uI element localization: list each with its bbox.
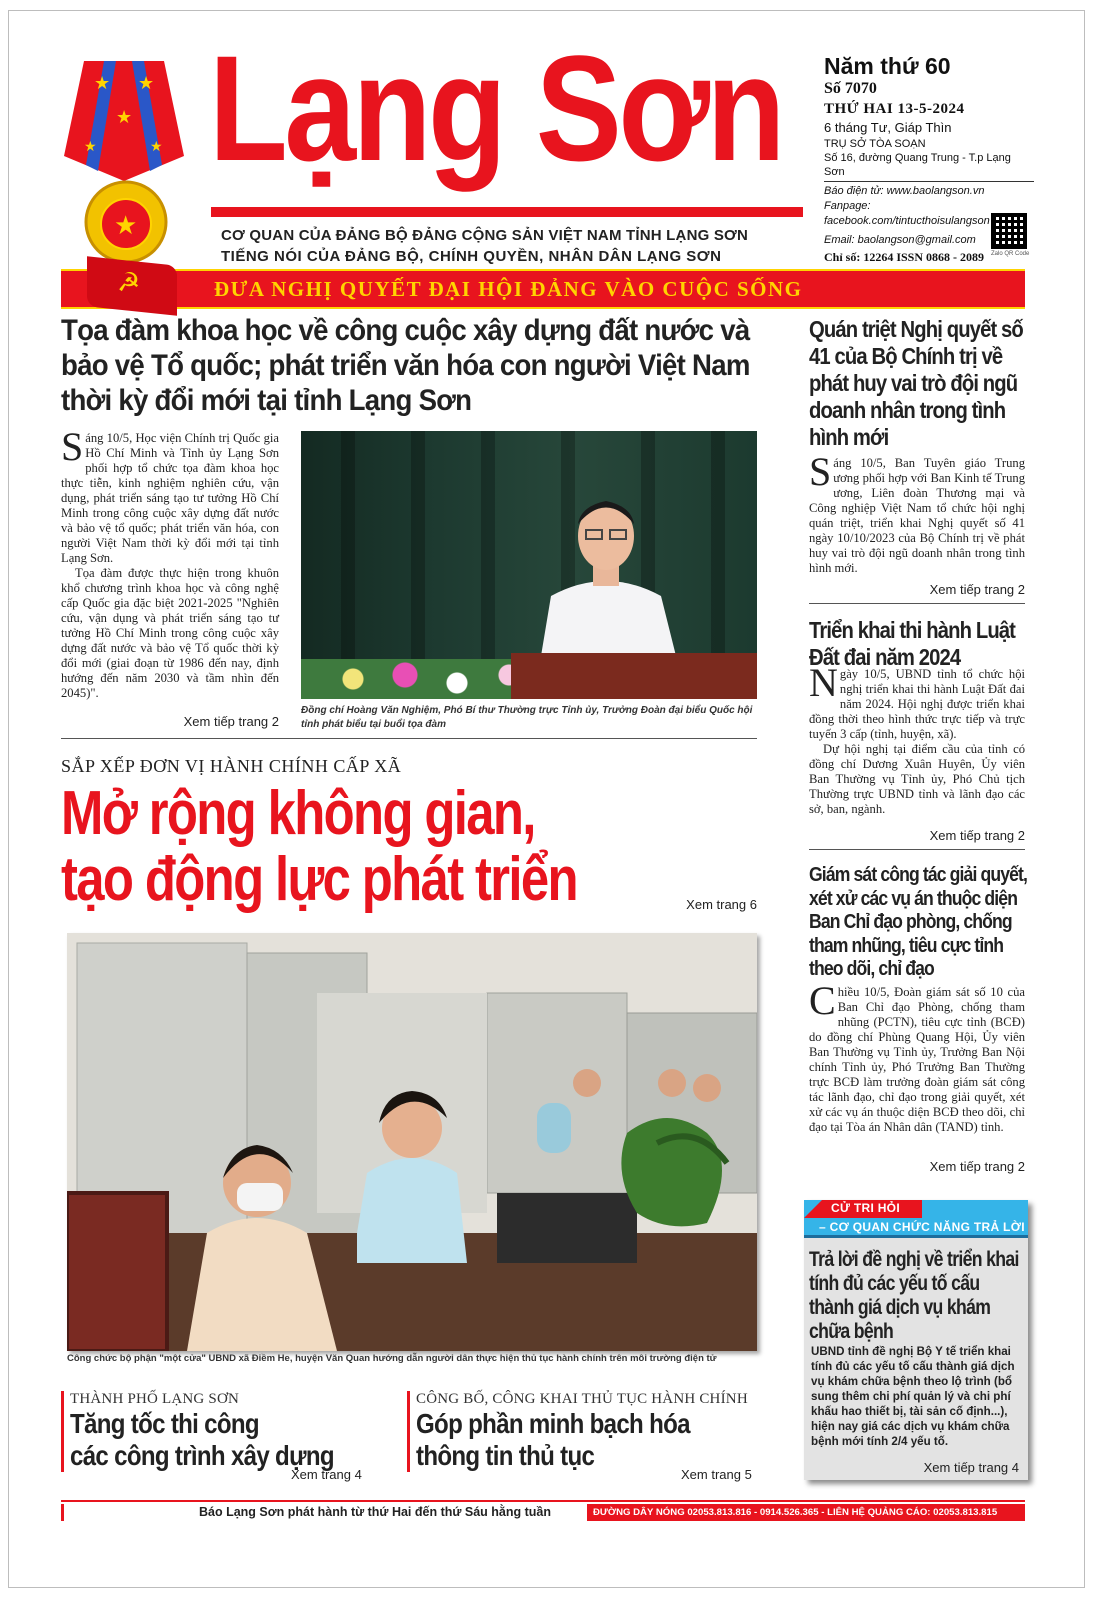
newspaper-front-page <box>8 10 1085 1588</box>
right-story-3-body <box>809 978 1025 1135</box>
right-story-2-body <box>809 660 1025 817</box>
drop-cap: C <box>809 978 836 1023</box>
voter-box-headline[interactable]: Trả lời đề nghị về triển khai tính đủ các yếu tố cấu thành giá dịch vụ khám chữa bệnh <box>809 1248 1019 1343</box>
continued-link[interactable]: Xem tiếp trang 2 <box>183 714 279 729</box>
voter-box-kicker-1: CỬ TRI HỎI <box>831 1201 900 1215</box>
right-story-2-continued-link[interactable]: Xem tiếp trang 2 <box>929 828 1025 843</box>
voter-box-kicker-2: – CƠ QUAN CHỨC NĂNG TRẢ LỜI <box>819 1220 1025 1234</box>
office-label: TRỤ SỞ TÒA SOẠN <box>824 138 926 150</box>
bottom-left-kicker: THÀNH PHỐ LẠNG SƠN <box>70 1391 240 1407</box>
office-address: Số 16, đường Quang Trung - T.p Lạng Sơn <box>824 152 1011 178</box>
svg-text:★: ★ <box>116 107 133 128</box>
drop-cap: S <box>809 449 832 494</box>
right-story-3-continued-link[interactable]: Xem tiếp trang 2 <box>929 1159 1025 1174</box>
voter-box-body: UBND tỉnh đề nghị Bộ Y tế triển khai tính đủ các yếu tố cấu thành giá dịch vụ khám chữa bệnh theo lộ trình (bổ sung thêm chi phí quản lý và chi phí khấu hao thiết bị, tài sản cố định...), hiện nay giá các dịch vụ khám chữa bệnh mới tính 2/4 yếu tố. <box>811 1345 1015 1448</box>
feature-photo[interactable] <box>67 933 757 1351</box>
voter-box-continued-link[interactable]: Xem tiếp trang 4 <box>923 1460 1019 1475</box>
bottom-right-headline-2: thông tin thủ tục <box>416 1440 595 1471</box>
right-story-2-text: Dự hội nghị tại điểm cầu của tỉnh có đồng chí Dương Xuân Huyên, Ủy viên Ban Thường vụ Tỉnh ủy, Phó Chủ tịch Thường trực UBND tỉnh và lãnh đạo các sở, ban, ngành. <box>809 742 1025 816</box>
right-divider <box>809 603 1025 604</box>
drop-cap: N <box>809 660 838 705</box>
feature-photo-caption: Công chức bộ phận "một cửa" UBND xã Điềm He, huyện Văn Quan hướng dẫn người dân thực hiện thủ tục hành chính trên môi trường điện tử <box>67 1353 717 1364</box>
bottom-left-headline-2: các công trình xây dựng <box>70 1440 334 1471</box>
website-link[interactable]: Báo điện tử: www.baolangson.vn <box>824 185 985 197</box>
lunar-date: 6 tháng Tư, Giáp Thìn <box>824 120 952 135</box>
bottom-right-headline-1: Góp phần minh bạch hóa <box>416 1408 690 1439</box>
masthead-underline <box>211 207 803 217</box>
issn-number: Chỉ số: 12264 ISSN 0868 - 2089 <box>824 250 985 264</box>
footer-publish-note: Báo Lạng Sơn phát hành từ thứ Hai đến thứ Sáu hằng tuần <box>199 1505 552 1519</box>
right-story-1-text: áng 10/5, Ban Tuyên giáo Trung ương phối hợp với Ban Kinh tế Trung ương, Liên đoàn Thương mại và Công nghiệp Việt Nam tổ chức hội nghị quán triệt, triển khai Nghị quyết số 41 ngày 10/10/2023 của Bộ Chính trị về phát huy vai trò đội ngũ doanh nhân trong tình hình mới. <box>809 456 1025 575</box>
svg-text:★: ★ <box>84 139 97 155</box>
bottom-right-continued-link[interactable]: Xem trang 5 <box>681 1467 752 1482</box>
feature-headline-line-2: tạo động lực phát triển <box>61 845 577 914</box>
masthead-logo[interactable] <box>209 24 809 213</box>
lead-article-headline[interactable]: Tọa đàm khoa học về công cuộc xây dựng đất nước và bảo vệ Tổ quốc; phát triển văn hóa con người Việt Nam thời kỳ đổi mới tại tỉnh Lạng Sơn <box>61 314 750 417</box>
feature-headline-line-1: Mở rộng không gian, <box>61 779 535 848</box>
section-divider <box>61 738 757 739</box>
svg-text:★: ★ <box>94 73 111 94</box>
fanpage-link[interactable]: Fanpage: facebook.com/tintucthoisulangson <box>824 200 990 227</box>
drop-cap: S <box>61 424 84 469</box>
office-scene-illustration <box>67 933 757 1351</box>
lead-article-paragraph: áng 10/5, Học viện Chính trị Quốc gia Hồ Chí Minh và Tỉnh ủy Lạng Sơn phối hợp tổ chức tọa đàm khoa học thực tiễn, kinh nghiệm nghiên cứu, vận dụng, phát triển sáng tạo tư tưởng Hồ Chí Minh trong công cuộc xây dựng đất nước và bảo vệ tổ quốc; phát triển văn hóa, con người Việt Nam thời kỳ đổi mới tại tỉnh Lạng Sơn. <box>61 431 279 565</box>
labor-medal-badge-icon <box>83 179 169 265</box>
right-story-1-continued-link[interactable]: Xem tiếp trang 2 <box>929 582 1025 597</box>
right-story-2-headline[interactable]: Triển khai thi hành Luật Đất đai năm 2024 <box>809 617 1016 670</box>
issue-date: THỨ HAI 13-5-2024 <box>824 101 965 117</box>
right-story-1-body <box>809 449 1025 576</box>
speaker-figure <box>531 486 681 656</box>
svg-text:★: ★ <box>138 73 155 94</box>
right-story-3-text: hiều 10/5, Đoàn giám sát số 10 của Ban Chỉ đạo Phòng, chống tham nhũng (PCTN), tiêu cực tỉnh (BCĐ) do đồng chí Phùng Quang Hội, Ủy viên Ban Thường vụ Tỉnh ủy, Trưởng Ban Nội chính Tỉnh ủy, Phó Trưởng Ban Thường trực BCĐ làm trưởng đoàn giám sát công tác lãnh đạo, chỉ đạo trong giải quyết, xét xử các vụ án thuộc diện BCĐ theo dõi, chỉ đạo tại Tòa án Nhân dân (TAND) tỉnh. <box>809 985 1025 1134</box>
masthead-tagline-2: TIẾNG NÓI CỦA ĐẢNG BỘ, CHÍNH QUYỀN, NHÂN DÂN LẠNG SƠN <box>221 248 722 265</box>
bottom-left-headline-1: Tăng tốc thi công <box>70 1408 259 1439</box>
issue-number: Số 7070 <box>824 80 877 97</box>
feature-kicker: SẮP XẾP ĐƠN VỊ HÀNH CHÍNH CẤP XÃ <box>61 756 402 776</box>
email-link[interactable]: Email: baolangson@gmail.com <box>824 234 976 246</box>
bottom-story-left[interactable] <box>61 1391 391 1472</box>
order-medal-icon <box>64 61 184 181</box>
qr-code-icon[interactable] <box>991 213 1027 249</box>
slogan-text: ĐƯA NGHỊ QUYẾT ĐẠI HỘI ĐẢNG VÀO CUỘC SỐNG <box>214 277 803 301</box>
bottom-right-kicker: CÔNG BỐ, CÔNG KHAI THỦ TỤC HÀNH CHÍNH <box>416 1391 748 1407</box>
bottom-left-continued-link[interactable]: Xem trang 4 <box>291 1467 362 1482</box>
feature-continued-link[interactable]: Xem trang 6 <box>686 897 757 912</box>
right-divider <box>809 849 1025 850</box>
lead-photo-caption: Đồng chí Hoàng Văn Nghiệm, Phó Bí thư Thường trực Tỉnh ủy, Trưởng Đoàn đại biểu Quốc hội tỉnh phát biểu tại buổi tọa đàm <box>301 705 753 730</box>
lead-article-photo[interactable] <box>301 431 757 699</box>
hammer-sickle-icon: ☭ <box>117 268 141 298</box>
lead-article-body <box>61 424 279 701</box>
info-divider <box>824 181 1034 182</box>
qr-caption: Zalo QR Code <box>991 251 1030 257</box>
footer-hotline: ĐƯỜNG DÂY NÓNG 02053.813.816 - 0914.526.365 - LIÊN HỆ QUẢNG CÁO: 02053.813.815 <box>593 1507 998 1518</box>
right-story-1-headline[interactable]: Quán triệt Nghị quyết số 41 của Bộ Chính trị về phát huy vai trò đội ngũ doanh nhân trong tình hình mới <box>809 316 1023 450</box>
masthead-title: Lạng Sơn <box>209 24 783 192</box>
publication-year: Năm thứ 60 <box>824 53 951 79</box>
feature-headline[interactable] <box>61 781 577 913</box>
svg-text:★: ★ <box>114 211 138 241</box>
footer-rule <box>61 1500 1025 1502</box>
right-story-2-text: gày 10/5, UBND tỉnh tổ chức hội nghị triển khai thi hành Luật Đất đai năm 2024. Hội nghị được triển khai đồng thời theo hình thức trực tiếp và trực tuyến 3 cấp (tỉnh, huyện, xã). <box>809 667 1025 741</box>
masthead-tagline-1: CƠ QUAN CỦA ĐẢNG BỘ ĐẢNG CỘNG SẢN VIỆT NAM TỈNH LẠNG SƠN <box>221 227 749 244</box>
svg-text:★: ★ <box>150 139 163 155</box>
bottom-story-right[interactable] <box>407 1391 759 1472</box>
lead-article-paragraph: Tọa đàm được thực hiện trong khuôn khổ chương trình khoa học và công nghệ cấp Quốc gia đặc biệt 2021-2025 "Nghiên cứu, vận dụng và phát triển sáng tạo tư tưởng Hồ Chí Minh trong công cuộc xây dựng đất nước và bảo vệ Tổ quốc thời kỳ đổi mới (giai đoạn từ 1986 đến nay, định hướng đến năm 2030 và tầm nhìn đến 2045)". <box>61 566 279 700</box>
right-story-3-headline[interactable]: Giám sát công tác giải quyết, xét xử các vụ án thuộc diện Ban Chỉ đạo phòng, chống tham nhũng, tiêu cực tỉnh theo dõi, chỉ đạo <box>809 864 1028 980</box>
